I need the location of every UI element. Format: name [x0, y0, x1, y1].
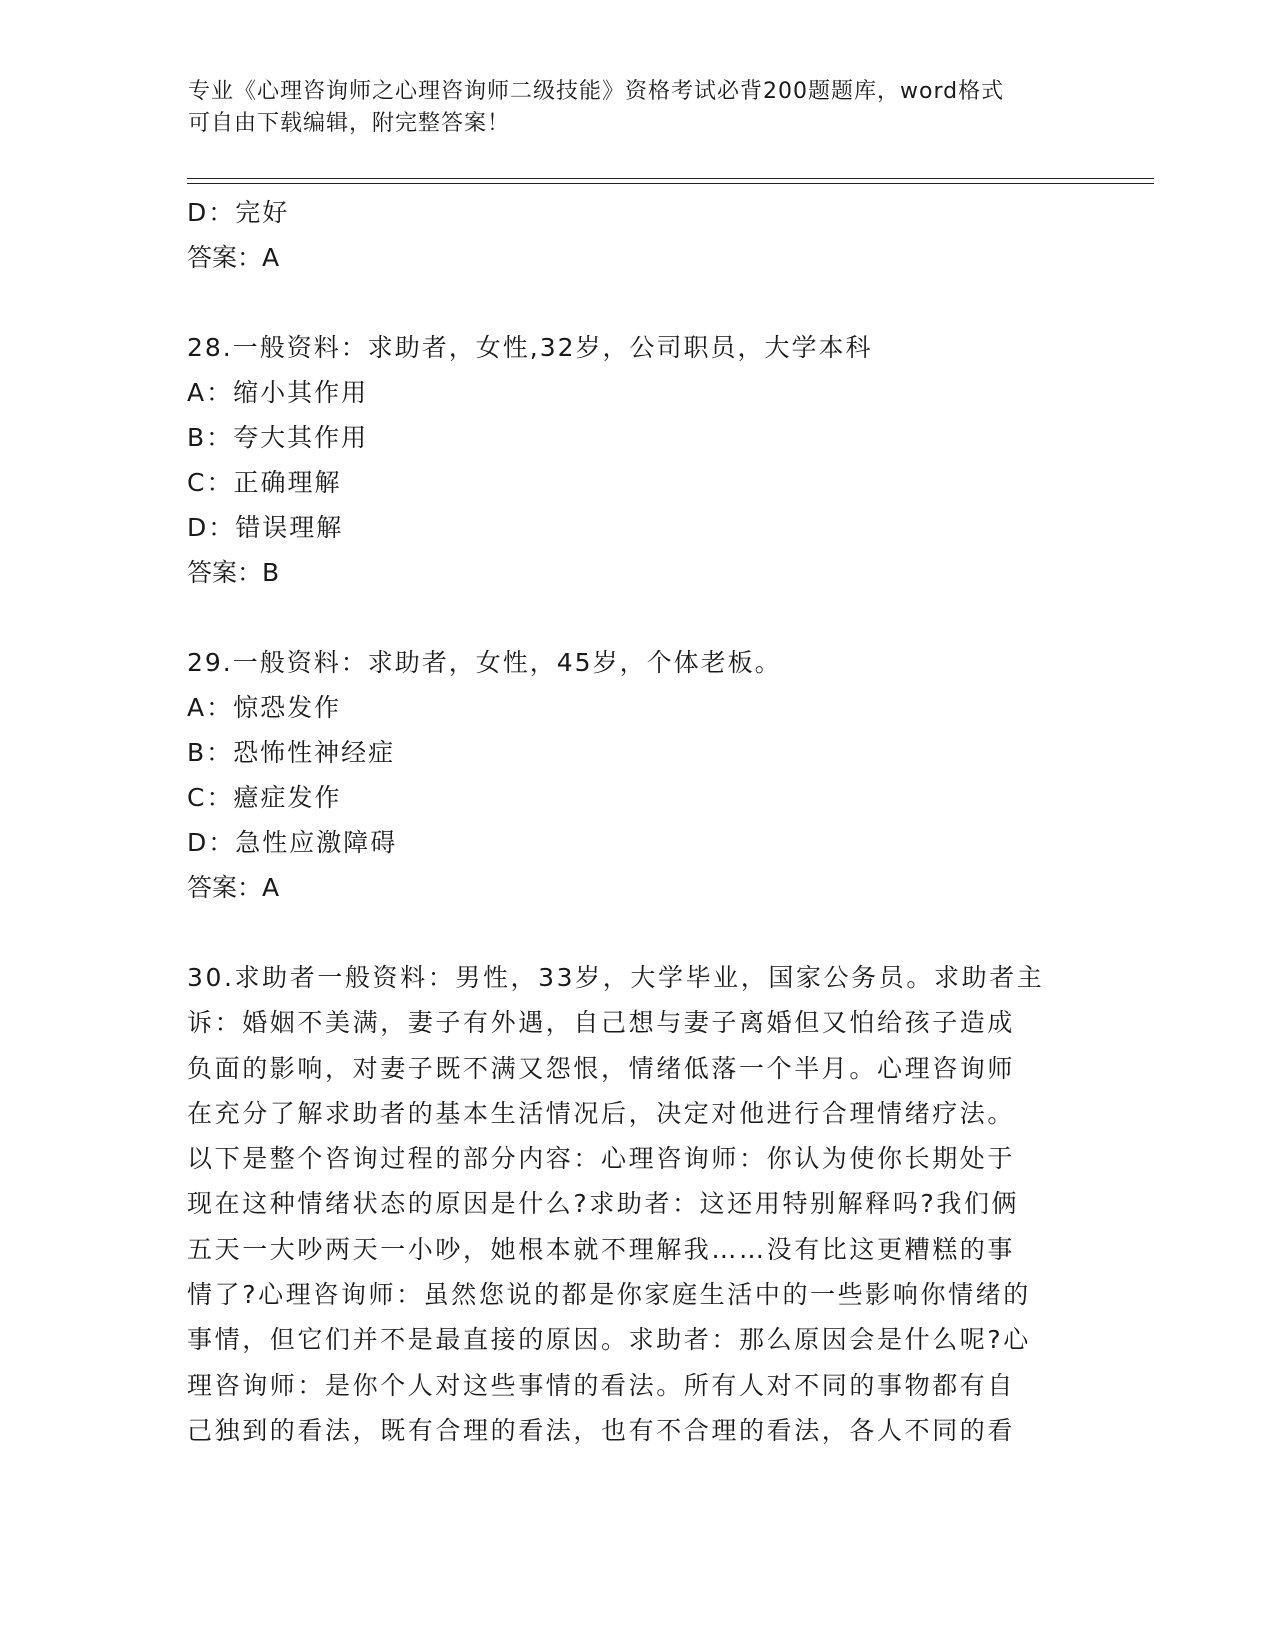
question-30-line: 己独到的看法，既有合理的看法，也有不合理的看法，各人不同的看: [187, 1415, 1016, 1445]
spacer: [187, 910, 1087, 955]
header-divider-bottom: [187, 183, 1154, 184]
question-30-line: 事情，但它们并不是最直接的原因。求助者：那么原因会是什么呢?心: [187, 1325, 1031, 1355]
spacer: [187, 280, 1087, 325]
question-30-line: 负面的影响，对妻子既不满又怨恨，情绪低落一个半月。心理咨询师: [187, 1053, 1016, 1083]
question-28-option-b: B：夸大其作用: [187, 423, 369, 452]
question-29: [187, 640, 1087, 910]
question-27-answer: 答案：A: [187, 243, 280, 272]
question-30-paragraph: [187, 955, 1087, 1453]
question-29-title: 29.一般资料：求助者，女性，45岁，个体老板。: [187, 648, 782, 677]
header-divider-top: [187, 178, 1154, 179]
question-30-line: 30.求助者一般资料：男性，33岁，大学毕业，国家公务员。求助者主: [187, 963, 1045, 992]
question-27-option-d: D：完好: [187, 198, 290, 227]
question-30-line: 以下是整个咨询过程的部分内容：心理咨询师：你认为使你长期处于: [187, 1144, 1016, 1174]
document-header: [188, 76, 1068, 140]
question-29-option-a: A：惊恐发作: [187, 693, 342, 722]
question-30-line: 诉：婚姻不美满，妻子有外遇，自己想与妻子离婚但又怕给孩子造成: [187, 1008, 1016, 1038]
question-29-option-c: C：癔症发作: [187, 783, 342, 812]
question-28-answer: 答案：B: [187, 558, 280, 587]
question-29-option-b: B：恐怖性神经症: [187, 738, 396, 767]
question-29-option-d: D：急性应激障碍: [187, 828, 398, 857]
question-30-line: 五天一大吵两天一小吵，她根本就不理解我……没有比这更糟糕的事: [187, 1234, 1016, 1264]
header-line-2: 可自由下载编辑，附完整答案！: [188, 111, 511, 136]
question-30-line: 现在这种情绪状态的原因是什么?求助者：这还用特别解释吗?我们俩: [187, 1189, 1020, 1219]
question-28-option-d: D：错误理解: [187, 513, 344, 542]
question-28: [187, 325, 1087, 595]
question-30-line: 情了?心理咨询师：虽然您说的都是你家庭生活中的一些影响你情绪的: [187, 1280, 1031, 1310]
question-29-answer: 答案：A: [187, 873, 280, 902]
spacer: [187, 595, 1087, 640]
document-body: [187, 190, 1087, 1453]
question-28-title: 28.一般资料：求助者，女性,32岁，公司职员，大学本科: [187, 333, 873, 362]
question-30-line: 理咨询师：是你个人对这些事情的看法。所有人对不同的事物都有自: [187, 1370, 1016, 1400]
question-28-option-c: C：正确理解: [187, 468, 342, 497]
question-28-option-a: A：缩小其作用: [187, 378, 369, 407]
header-line-1: 专业《心理咨询师之心理咨询师二级技能》资格考试必背200题题库，word格式: [188, 79, 1005, 104]
question-30-line: 在充分了解求助者的基本生活情况后，决定对他进行合理情绪疗法。: [187, 1098, 1016, 1128]
